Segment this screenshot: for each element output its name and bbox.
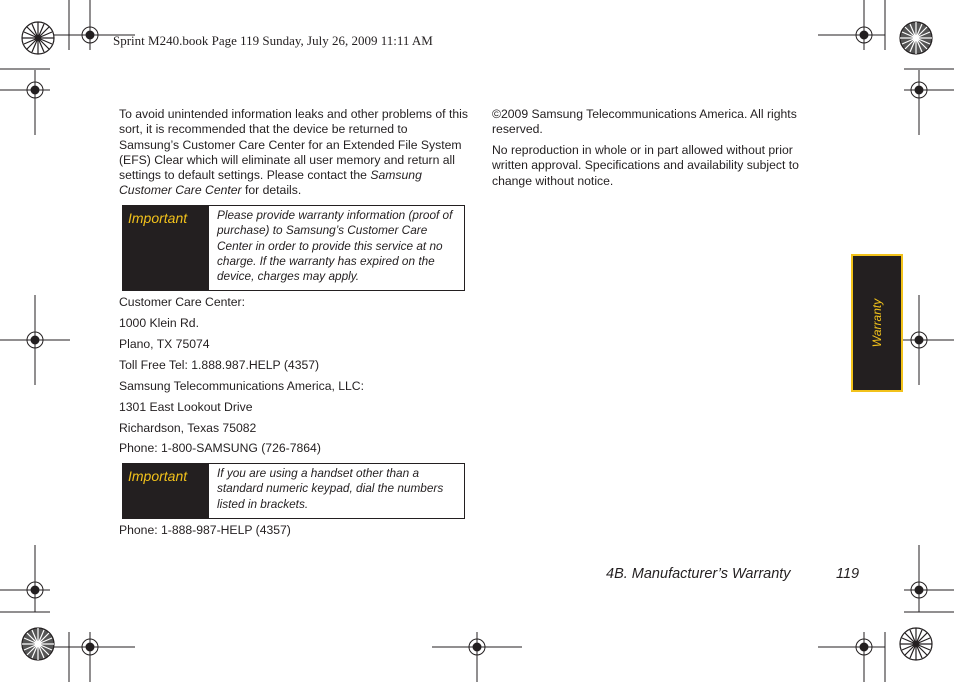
notice-paragraph: No reproduction in whole or in part allowed without prior written approval. Specifications and availability subject to change without notice. xyxy=(492,143,799,188)
intro-paragraph xyxy=(119,107,469,199)
important-note xyxy=(122,205,465,291)
address-line: Samsung Telecommunications America, LLC: xyxy=(119,379,364,393)
phone-line: Phone: 1-888-987-HELP (4357) xyxy=(119,523,291,537)
address-line: Toll Free Tel: 1.888.987.HELP (4357) xyxy=(119,358,320,372)
important-note xyxy=(122,463,465,519)
copyright-paragraph: ©2009 Samsung Telecommunications America. All rights reserved. xyxy=(492,107,797,137)
address-line: 1301 East Lookout Drive xyxy=(119,400,253,414)
note-text: If you are using a handset other than a standard numeric keypad, dial the numbers listed in brackets. xyxy=(217,466,444,511)
note-label: Important xyxy=(123,206,209,290)
address-line: 1000 Klein Rd. xyxy=(119,316,199,330)
footer-section-title: 4B. Manufacturer’s Warranty xyxy=(606,566,791,582)
address-line: Phone: 1-800-SAMSUNG (726-7864) xyxy=(119,441,321,455)
book-header: Sprint M240.book Page 119 Sunday, July 26, 2009 11:11 AM xyxy=(113,33,433,48)
customer-care-link[interactable]: Samsung Customer Care Center xyxy=(119,168,422,198)
intro-text-end: for details. xyxy=(245,183,302,198)
address-line: Customer Care Center: xyxy=(119,295,245,309)
note-label: Important xyxy=(123,464,209,518)
page-number: 119 xyxy=(836,566,860,582)
section-tab xyxy=(851,254,903,392)
intro-text: To avoid unintended information leaks and other problems of this sort, it is recommended that the device be returned to Samsung’s Customer Care Center for an Extended File System (EFS) Clear which will eliminate all user memory and return all settings to default settings. Please contact the xyxy=(119,107,468,183)
address-line: Richardson, Texas 75082 xyxy=(119,421,257,435)
address-line: Plano, TX 75074 xyxy=(119,337,210,351)
section-tab-label: Warranty xyxy=(870,298,884,348)
note-text: Please provide warranty information (proof of purchase) to Samsung’s Customer Care Center in order to provide this service at no charge. If the warranty has expired on the device, charges may apply. xyxy=(217,208,453,284)
